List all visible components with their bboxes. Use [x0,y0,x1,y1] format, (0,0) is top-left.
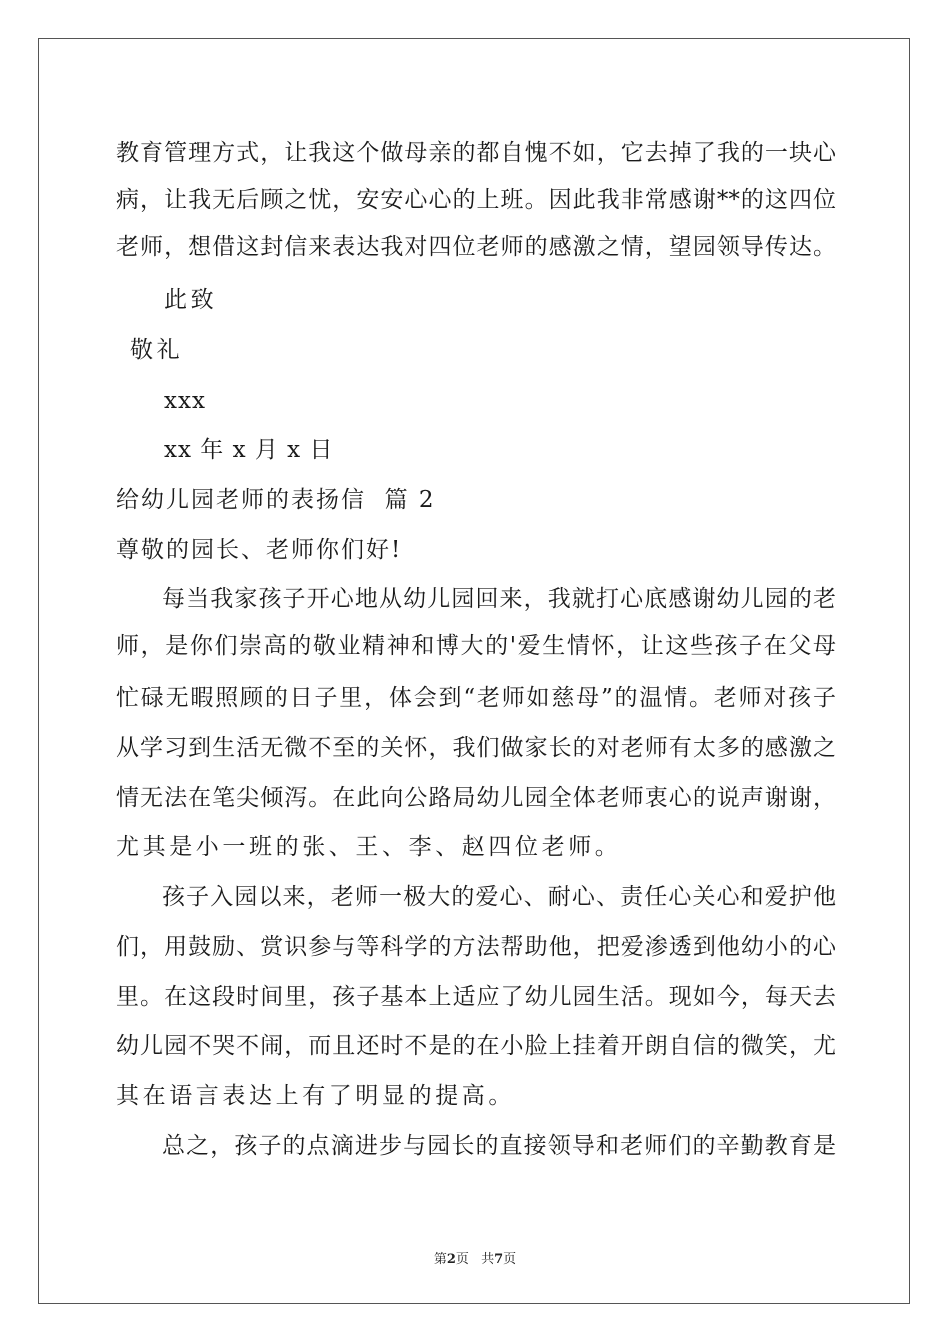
closing-regards: 敬礼 [130,337,184,363]
total-pages: 共7页 [481,1252,517,1267]
paragraph-line: 其在语言表达上有了明显的提高。 [116,1083,515,1109]
paragraph-line: 从学习到生活无微不至的关怀，我们做家长的对老师有太多的感激之 [116,735,836,761]
paragraph-line: 们，用鼓励、赏识参与等科学的方法帮助他，把爱渗透到他幼小的心 [116,934,836,960]
page-number: 第2页 [433,1252,469,1267]
date-line: xx 年 x 月 x 日 [164,437,334,463]
page-border [38,38,910,1304]
paragraph-line: 教育管理方式，让我这个做母亲的都自愧不如，它去掉了我的一块心 [116,140,836,166]
paragraph-line: 老师，想借这封信来表达我对四位老师的感激之情，望园领导传达。 [116,234,836,260]
paragraph-line: 尤其是小一班的张、王、李、赵四位老师。 [116,834,622,860]
paragraph-line: 师，是你们崇高的敬业精神和博大的'爱生情怀，让这些孩子在父母 [116,633,836,659]
closing-salutation: 此致 [164,287,218,313]
greeting: 尊敬的园长、老师你们好! [116,537,403,563]
paragraph-line: 里。在这段时间里，孩子基本上适应了幼儿园生活。现如今，每天去 [116,984,836,1010]
paragraph-line: 每当我家孩子开心地从幼儿园回来，我就打心底感谢幼儿园的老 [162,586,836,612]
paragraph-line: 幼儿园不哭不闹，而且还时不是的在小脸上挂着开朗自信的微笑，尤 [116,1033,836,1059]
paragraph-line: 忙碌无暇照顾的日子里，体会到“老师如慈母”的温情。老师对孩子 [116,685,836,711]
signature: xxx [164,388,206,414]
paragraph-line: 孩子入园以来，老师一极大的爱心、耐心、责任心关心和爱护他 [162,884,836,910]
paragraph-line: 病，让我无后顾之忧，安安心心的上班。因此我非常感谢**的这四位 [116,187,836,213]
section-heading: 给幼儿园老师的表扬信 篇 2 [116,487,436,513]
paragraph-line: 总之，孩子的点滴进步与园长的直接领导和老师们的辛勤教育是 [162,1133,836,1159]
page-footer [0,1248,950,1267]
paragraph-line: 情无法在笔尖倾泻。在此向公路局幼儿园全体老师衷心的说声谢谢， [116,785,836,811]
